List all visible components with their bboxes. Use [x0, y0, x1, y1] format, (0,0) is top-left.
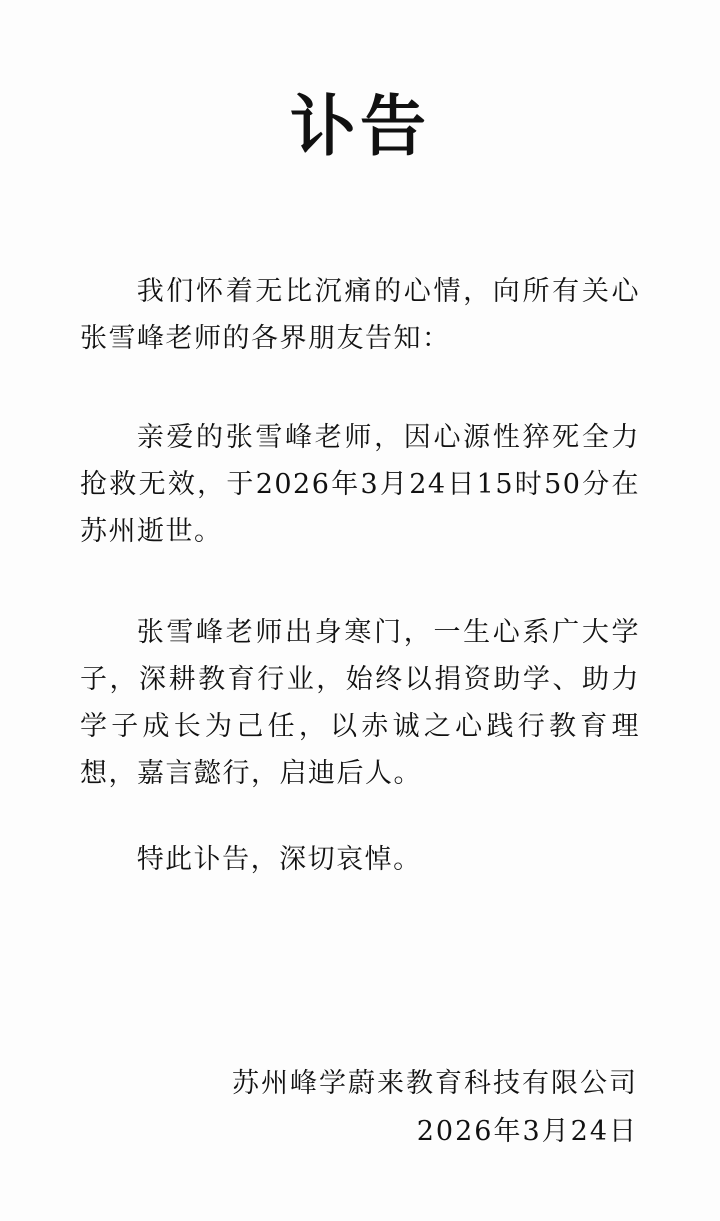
signature-organization: 苏州峰学蔚来教育科技有限公司: [232, 1068, 638, 1099]
paragraph-closing: 特此讣告，深切哀悼。: [136, 844, 422, 875]
paragraph-announcement: 亲爱的张雪峰老师，因心源性猝死全力抢救无效，于2026年3月24日15时50分在苏州逝世。: [80, 422, 640, 547]
document-title: 讣告: [290, 88, 430, 165]
paragraph-opening: 我们怀着无比沉痛的心情，向所有关心张雪峰老师的各界朋友告知：: [80, 276, 640, 354]
paragraph-tribute: 张雪峰老师出身寒门，一生心系广大学子，深耕教育行业，始终以捐资助学、助力学子成长为己任，以赤诚之心践行教育理想，嘉言懿行，启迪后人。: [80, 617, 640, 789]
signature-date: 2026年3月24日: [416, 1116, 638, 1147]
